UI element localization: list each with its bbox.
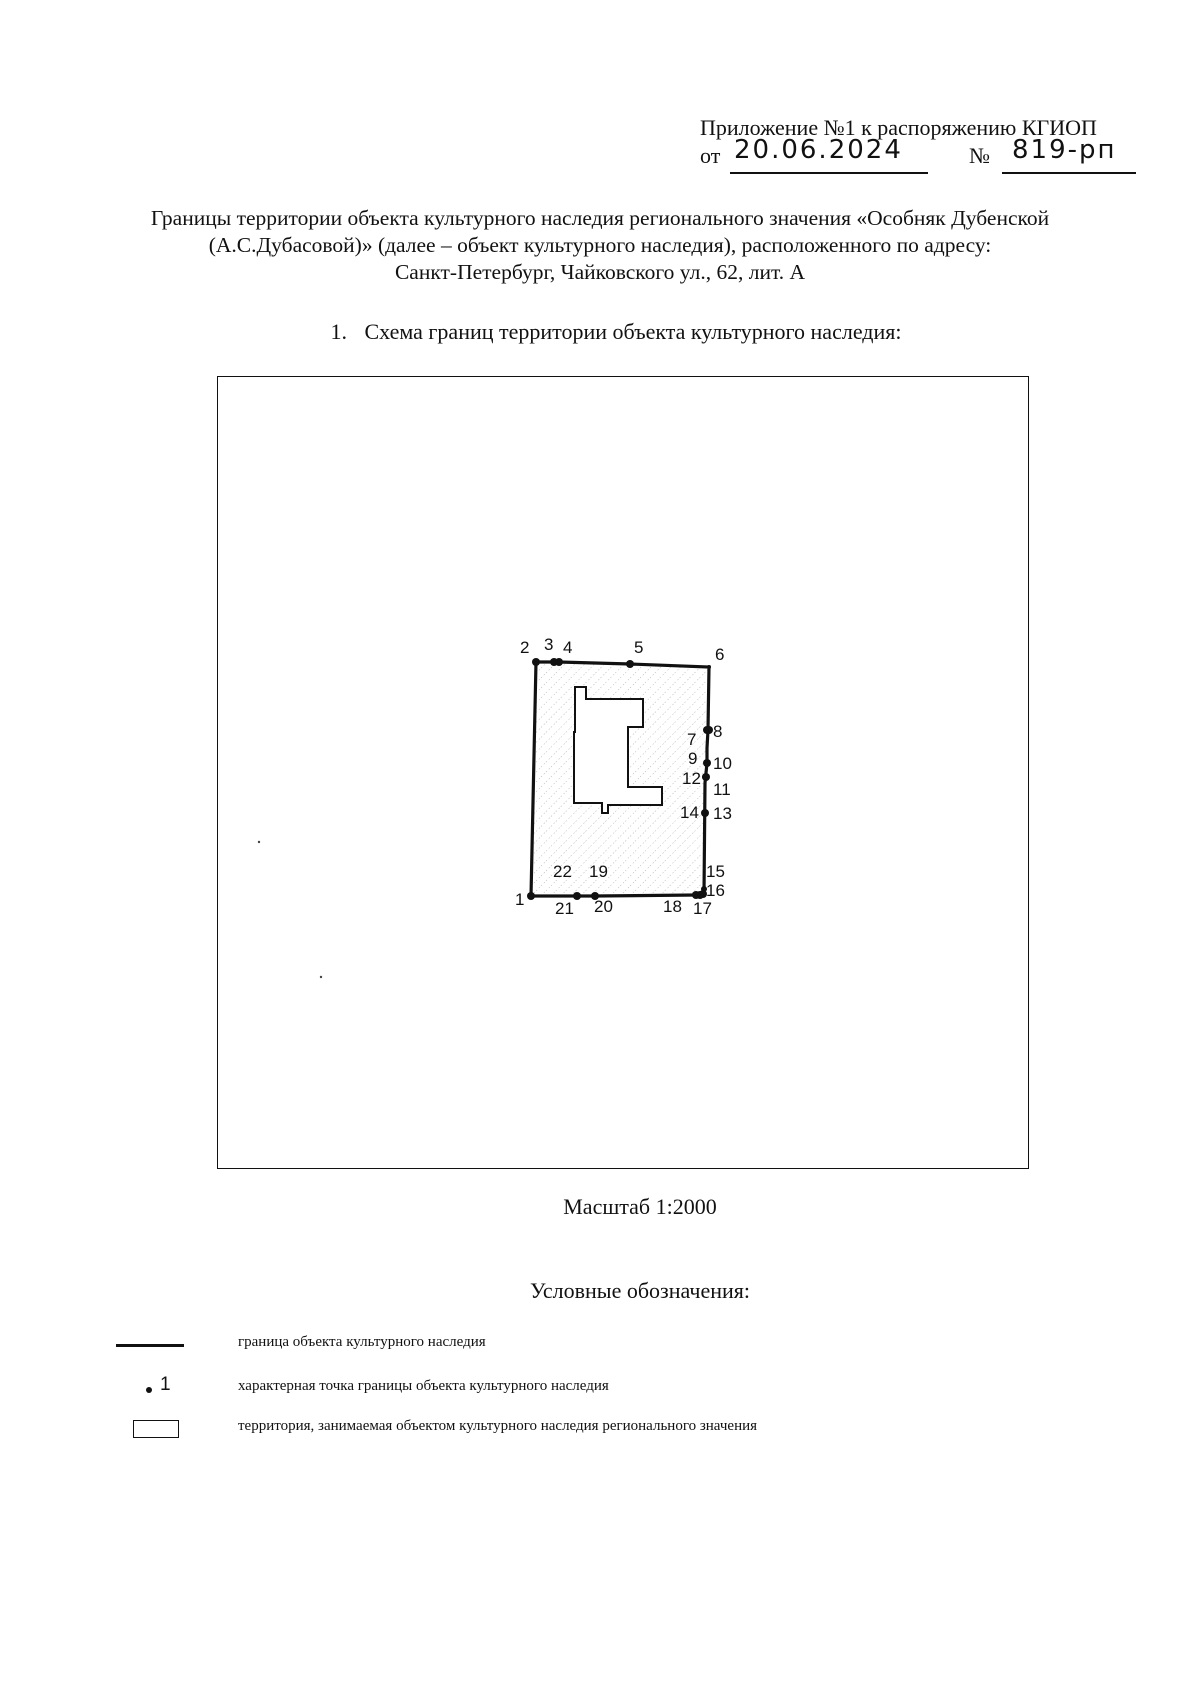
title-line-1: Границы территории объекта культурного наследия регионального значения «Особняк Дубенской (150, 206, 1050, 230)
point-6-marker (707, 665, 711, 669)
boundary-scheme-map (217, 376, 1029, 1169)
point-18-marker (692, 891, 700, 899)
point-22-marker (573, 893, 579, 899)
section-number: 1. (330, 319, 347, 344)
legend-item-boundary (0, 1336, 1200, 1366)
scan-speck (258, 841, 260, 843)
point-3-label: 3 (544, 635, 554, 654)
scan-speck (320, 976, 322, 978)
legend-rect-symbol (133, 1420, 179, 1438)
point-4-marker (555, 658, 563, 666)
point-7-label: 7 (687, 730, 697, 749)
point-5-marker (626, 660, 634, 668)
legend-point-symbol (146, 1387, 152, 1393)
section-text: Схема границ территории объекта культурного наследия: (364, 319, 902, 344)
map-drawing (218, 377, 1027, 1167)
legend-item-point (0, 1374, 1200, 1410)
order-number: 819-рп (1012, 135, 1117, 165)
point-14-label: 14 (680, 803, 699, 822)
title-line-3: Санкт-Петербург, Чайковского ул., 62, лит. А (394, 260, 806, 284)
point-20-label: 20 (594, 897, 613, 916)
point-13-label: 13 (713, 804, 732, 823)
point-1-marker (527, 892, 535, 900)
legend-text-boundary: граница объекта культурного наследия (238, 1334, 486, 1350)
legend-text-territory: территория, занимаемая объектом культурного наследия регионального значения (238, 1418, 758, 1434)
point-16-label: 16 (706, 881, 725, 900)
point-15-label: 15 (706, 862, 725, 881)
order-date: 20.06.2024 (734, 135, 903, 165)
order-date-number-line (700, 135, 1117, 176)
date-prefix: от (700, 143, 721, 168)
point-5-label: 5 (634, 638, 644, 657)
point-2-marker (532, 658, 540, 666)
appendix-block (700, 114, 1117, 176)
date-underline (730, 172, 928, 174)
point-17-label: 17 (693, 899, 712, 918)
legend-line-symbol (116, 1344, 184, 1347)
legend-text-point: характерная точка границы объекта культурного наследия (238, 1378, 609, 1394)
point-11-label: 11 (713, 780, 731, 799)
point-18-label: 18 (663, 897, 682, 916)
number-prefix: № (969, 143, 990, 168)
document-title (60, 205, 1140, 286)
legend-item-territory (0, 1420, 1200, 1450)
point-4-label: 4 (563, 638, 573, 657)
point-2-label: 2 (520, 638, 530, 657)
point-12-marker (702, 774, 708, 780)
point-21-label: 21 (555, 899, 574, 918)
point-22-label: 22 (553, 862, 572, 881)
map-scale: Масштаб 1:2000 (563, 1194, 717, 1219)
point-19-label: 19 (589, 862, 608, 881)
point-1-label: 1 (515, 890, 525, 909)
legend-point-symbol-label: 1 (160, 1374, 171, 1395)
point-6-label: 6 (715, 645, 725, 664)
point-10-marker (704, 761, 710, 767)
legend-title: Условные обозначения: (529, 1278, 751, 1303)
point-14-marker (702, 811, 708, 817)
title-line-2: (А.С.Дубасовой)» (далее – объект культурного наследия), расположенного по адресу: (208, 233, 992, 257)
point-12-label: 12 (682, 769, 701, 788)
number-underline (1002, 172, 1136, 174)
point-8-label: 8 (713, 722, 723, 741)
appendix-line: Приложение №1 к распоряжению КГИОП (700, 115, 1097, 140)
point-9-label: 9 (688, 749, 698, 768)
section-heading (0, 319, 1200, 345)
point-8-marker (705, 726, 713, 734)
point-10-label: 10 (713, 754, 732, 773)
